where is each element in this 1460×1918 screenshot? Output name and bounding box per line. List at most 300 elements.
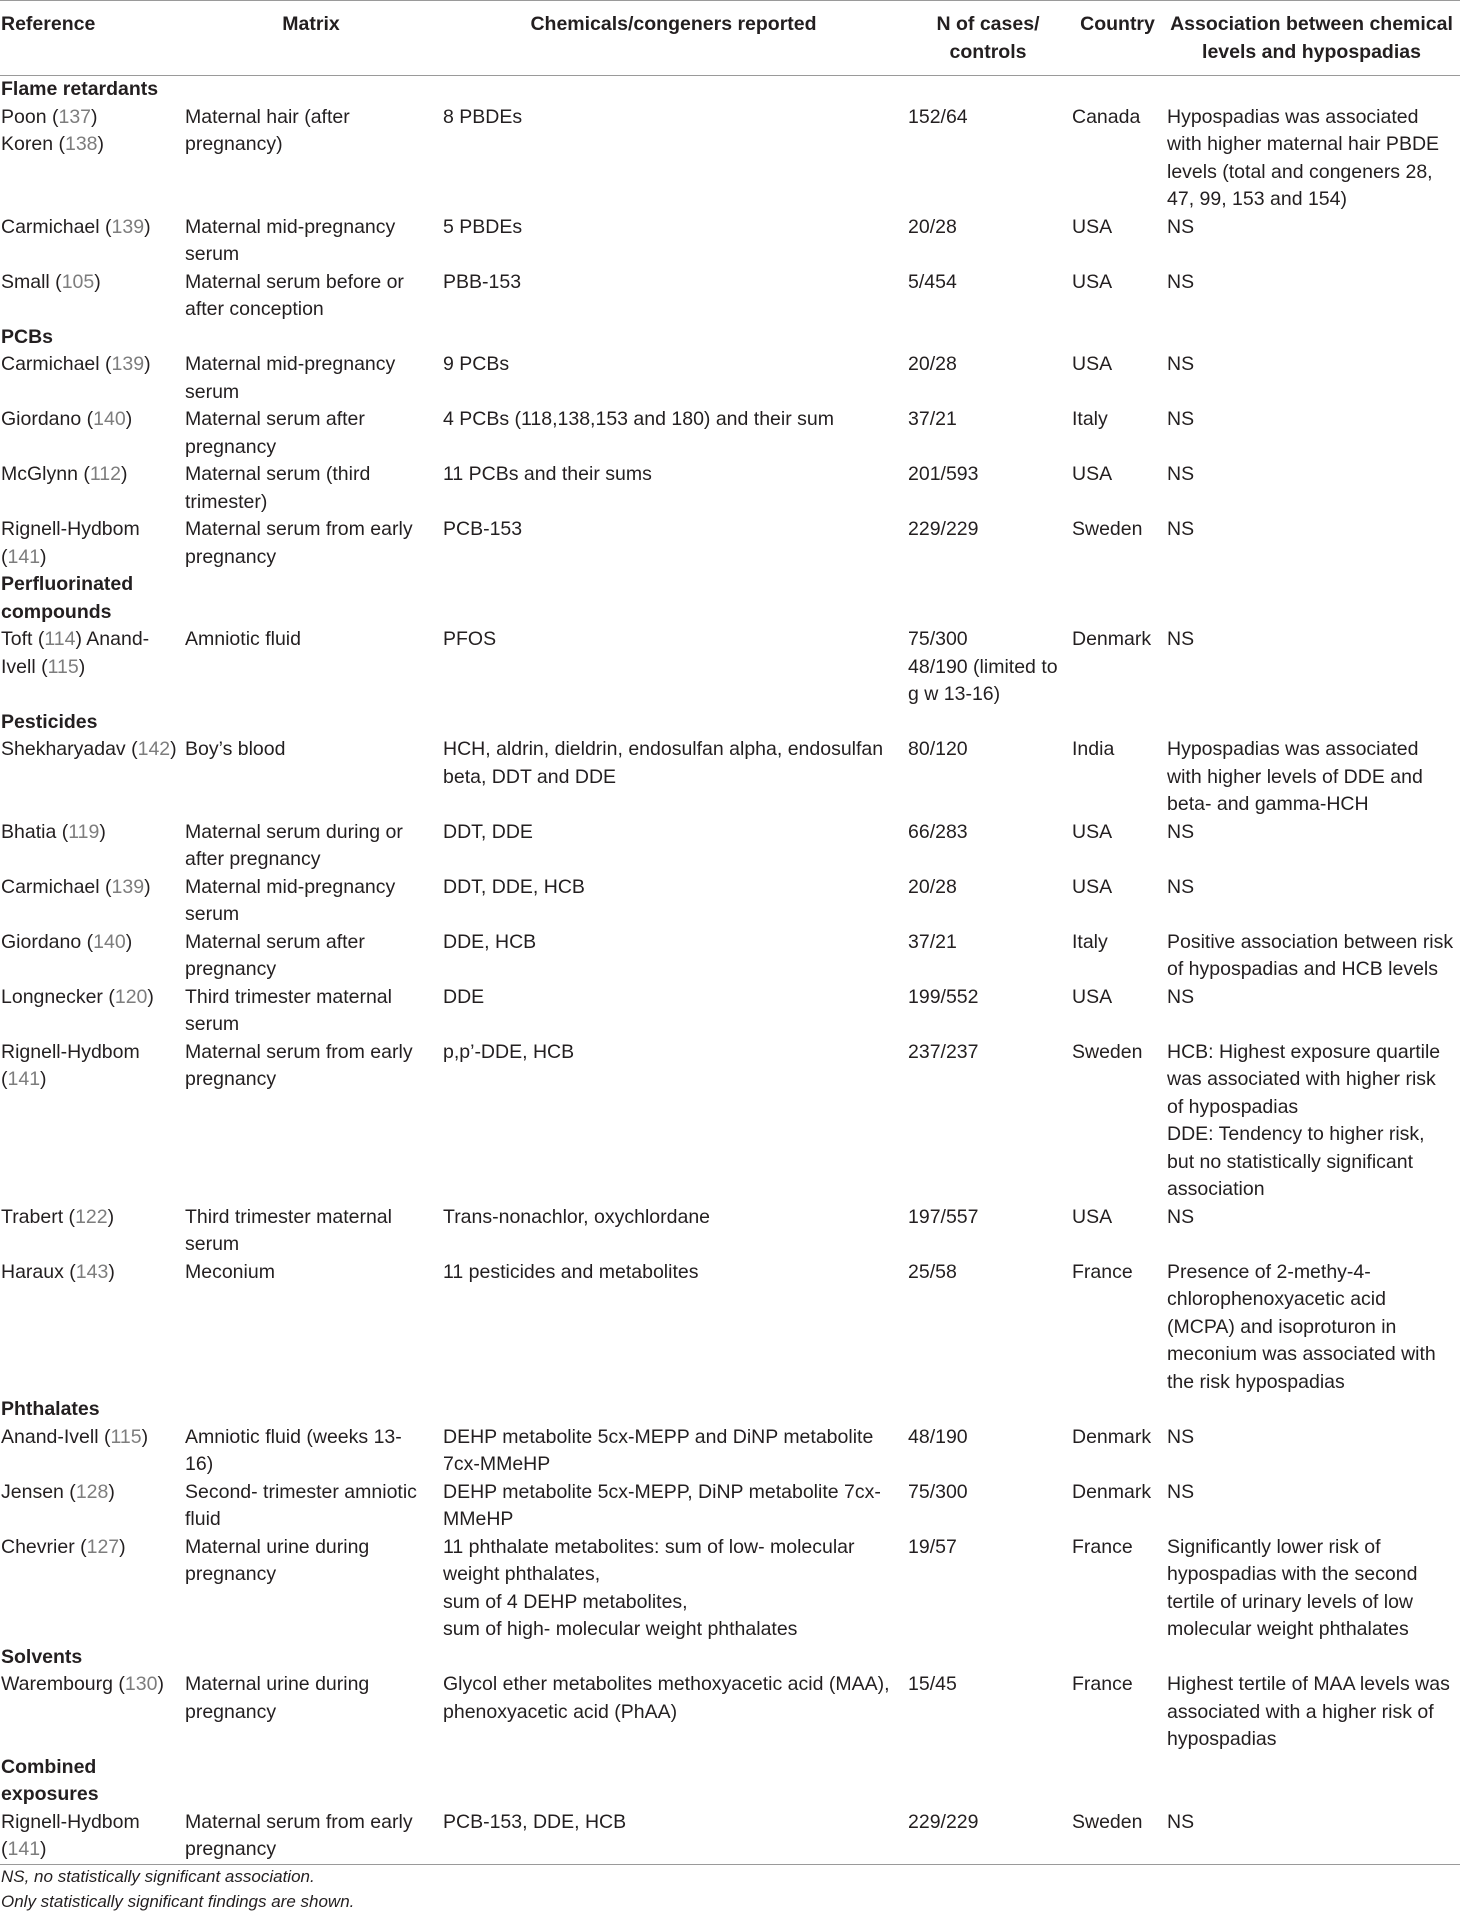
cell-country (1072, 351, 1167, 406)
reference-author: Chevrier (1, 1535, 75, 1558)
table-row (0, 214, 1460, 269)
association-text: NS (1167, 628, 1195, 650)
reference-author: McGlynn (1, 463, 78, 485)
table-row (0, 819, 1460, 874)
chemicals-text: 4 PCBs (118,138,153 and 180) and their sum (443, 408, 834, 430)
reference-author: Carmichael (1, 353, 100, 375)
table-row (0, 1671, 1460, 1754)
cell-matrix (183, 1809, 443, 1865)
association-text: Highest tertile of MAA levels was associated with a higher risk of hypospadias (1167, 1673, 1450, 1750)
table-row (0, 874, 1460, 929)
cell-reference: Carmichael (139) (1, 875, 151, 898)
reference-author: Bhatia (1, 820, 57, 843)
category-title: Solvents (1, 1645, 83, 1668)
matrix-text: Third trimester maternal serum (185, 1205, 392, 1255)
n-cases-controls-text: 48/190 (limited to g w 13-16) (908, 655, 1058, 705)
chemicals-text: PCB-153 (443, 518, 523, 540)
cell-n-cases-controls (908, 516, 1072, 571)
footnote-significant-only: Only statistically significant findings are shown. (1, 1892, 355, 1911)
association-text: DDE: Tendency to higher risk, but no statistically significant association (1167, 1123, 1425, 1200)
country-text: Denmark (1072, 628, 1152, 650)
reference-citation: 130 (124, 1673, 158, 1695)
reference-author: Small (1, 270, 50, 293)
cell-association (1167, 104, 1460, 214)
cell-n-cases-controls (908, 929, 1072, 984)
cell-country (1072, 461, 1167, 516)
cell-country (1072, 269, 1167, 324)
association-text: NS (1167, 1810, 1195, 1833)
cell-reference: Longnecker (120) (1, 985, 154, 1008)
cell-matrix (183, 984, 443, 1039)
cell-country (1072, 1809, 1167, 1865)
country-text: France (1072, 1260, 1133, 1283)
cell-reference: Chevrier (127) (1, 1535, 126, 1558)
cell-n-cases-controls (908, 104, 1072, 214)
cell-association (1167, 1039, 1460, 1204)
category-label (0, 709, 1460, 737)
cell-chemicals (443, 819, 908, 874)
cell-association (1167, 929, 1460, 984)
matrix-text: Maternal hair (after pregnancy) (185, 105, 350, 155)
matrix-text: Maternal urine during pregnancy (185, 1673, 370, 1723)
matrix-text: Meconium (185, 1260, 275, 1283)
category-title: Phthalates (1, 1398, 100, 1420)
reference-citation: 137 (58, 105, 92, 128)
cell-n-cases-controls (908, 406, 1072, 461)
cell-chemicals (443, 214, 908, 269)
country-text: USA (1072, 985, 1113, 1008)
n-cases-controls-text: 152/64 (908, 105, 968, 128)
reference-author: Trabert (1, 1205, 64, 1228)
n-cases-controls-text: 37/21 (908, 930, 957, 953)
country-text: Italy (1072, 930, 1108, 953)
association-text: Significantly lower risk of hypospadias with the second tertile of urinary levels of low molecular weight phthalates (1167, 1535, 1418, 1640)
chemicals-text: 8 PBDEs (443, 105, 523, 128)
matrix-text: Second- trimester amniotic fluid (185, 1480, 417, 1530)
country-text: USA (1072, 463, 1113, 485)
cell-association (1167, 1809, 1460, 1865)
chemicals-text: sum of high- molecular weight phthalates (443, 1618, 798, 1640)
n-cases-controls-text: 66/283 (908, 820, 968, 843)
table-row (0, 406, 1460, 461)
chemicals-text: Glycol ether metabolites methoxyacetic acid (MAA), phenoxyacetic acid (PhAA) (443, 1673, 890, 1723)
matrix-text: Amniotic fluid (185, 628, 301, 650)
reference-author: Rignell-Hydbom (1, 518, 140, 540)
table-row (0, 1039, 1460, 1204)
chemicals-text: DDT, DDE, HCB (443, 875, 585, 898)
country-text: USA (1072, 270, 1113, 293)
reference-author: Giordano (1, 930, 82, 953)
table-row (0, 626, 1460, 709)
cell-chemicals (443, 929, 908, 984)
cell-country (1072, 736, 1167, 819)
cell-country (1072, 214, 1167, 269)
cell-reference: Jensen (128) (1, 1480, 115, 1503)
header-association: Association between chemical levels and hypospadias (1170, 13, 1453, 63)
cell-chemicals (443, 736, 908, 819)
cell-n-cases-controls (908, 626, 1072, 709)
cell-matrix (183, 1479, 443, 1534)
association-text: HCB: Highest exposure quartile was associated with higher risk of hypospadias (1167, 1040, 1441, 1118)
association-text: NS (1167, 215, 1195, 238)
header-matrix: Matrix (282, 13, 340, 35)
n-cases-controls-text: 48/190 (908, 1425, 968, 1448)
reference-citation: 142 (137, 738, 171, 760)
cell-association (1167, 736, 1460, 819)
cell-matrix (183, 736, 443, 819)
matrix-text: Maternal mid-pregnancy serum (185, 215, 396, 265)
chemicals-text: 11 pesticides and metabolites (443, 1260, 699, 1283)
cell-matrix (183, 929, 443, 984)
cell-association (1167, 214, 1460, 269)
country-text: USA (1072, 215, 1113, 238)
country-text: France (1072, 1535, 1133, 1558)
table-row (0, 1479, 1460, 1534)
country-text: USA (1072, 1205, 1113, 1228)
chemicals-text: DEHP metabolite 5cx-MEPP and DiNP metabolite 7cx-MMeHP (443, 1425, 874, 1475)
reference-author: Longnecker (1, 985, 103, 1008)
category-title: PCBs (1, 325, 54, 348)
country-text: USA (1072, 353, 1113, 375)
category-label (0, 1754, 1460, 1809)
cell-association (1167, 874, 1460, 929)
n-cases-controls-text: 25/58 (908, 1260, 957, 1283)
matrix-text: Boy’s blood (185, 738, 286, 760)
cell-n-cases-controls (908, 1039, 1072, 1204)
cell-reference: Rignell-Hydbom (141) (1, 518, 140, 568)
table-row (0, 1204, 1460, 1259)
category-label (0, 571, 1460, 626)
chemicals-text: PBB-153 (443, 270, 522, 293)
cell-reference: Giordano (140) (1, 930, 133, 953)
reference-citation: 120 (114, 985, 148, 1008)
category-title: Pesticides (1, 710, 98, 733)
cell-chemicals (443, 1424, 908, 1479)
country-text: India (1072, 738, 1115, 760)
cell-country (1072, 819, 1167, 874)
association-text: Presence of 2-methy-4-chlorophenoxyacetic acid (MCPA) and isoproturon in meconium was associated with the risk hypospadias (1167, 1260, 1436, 1393)
cell-chemicals (443, 406, 908, 461)
cell-matrix (183, 406, 443, 461)
chemicals-text: p,p’-DDE, HCB (443, 1040, 575, 1063)
cell-reference: Giordano (140) (1, 408, 133, 430)
cell-country (1072, 516, 1167, 571)
n-cases-controls-text: 197/557 (908, 1205, 979, 1228)
table-row (0, 461, 1460, 516)
chemicals-text: 11 PCBs and their sums (443, 463, 652, 485)
cell-chemicals (443, 1534, 908, 1644)
reference-author: Giordano (1, 408, 82, 430)
matrix-text: Maternal mid-pregnancy serum (185, 353, 396, 403)
n-cases-controls-text: 199/552 (908, 985, 979, 1008)
cell-chemicals (443, 1259, 908, 1397)
cell-n-cases-controls (908, 984, 1072, 1039)
category-row (0, 571, 1460, 626)
reference-citation: 127 (86, 1535, 120, 1558)
category-title: Perfluorinated compounds (1, 573, 134, 623)
cell-association (1167, 1534, 1460, 1644)
cell-reference: Shekharyadav (142) (1, 738, 177, 760)
cell-matrix (183, 626, 443, 709)
cell-association (1167, 1259, 1460, 1397)
reference-author: Anand-Ivell (1, 1425, 99, 1448)
cell-association (1167, 819, 1460, 874)
association-text: NS (1167, 408, 1195, 430)
reference-author: Anand-Ivell (1, 628, 150, 678)
matrix-text: Maternal serum from early pregnancy (185, 1810, 413, 1860)
cell-reference: Haraux (143) (1, 1260, 115, 1283)
cell-country (1072, 1671, 1167, 1754)
header-reference: Reference (1, 13, 96, 35)
matrix-text: Maternal serum before or after conception (185, 270, 404, 320)
cell-country (1072, 104, 1167, 214)
reference-citation: 128 (75, 1480, 109, 1503)
n-cases-controls-text: 75/300 (908, 1480, 968, 1503)
cell-chemicals (443, 351, 908, 406)
association-text: NS (1167, 985, 1195, 1008)
country-text: Sweden (1072, 1810, 1143, 1833)
cell-chemicals (443, 874, 908, 929)
n-cases-controls-text: 37/21 (908, 408, 957, 430)
footnote-ns: NS, no statistically significant association. (1, 1867, 315, 1886)
n-cases-controls-text: 20/28 (908, 215, 957, 238)
country-text: Canada (1072, 105, 1141, 128)
cell-n-cases-controls (908, 1259, 1072, 1397)
category-label (0, 324, 1460, 352)
reference-citation: 143 (75, 1260, 109, 1283)
cell-n-cases-controls (908, 351, 1072, 406)
cell-matrix (183, 1424, 443, 1479)
cell-country (1072, 626, 1167, 709)
cell-country (1072, 1039, 1167, 1204)
association-text: NS (1167, 353, 1195, 375)
country-text: Italy (1072, 408, 1108, 430)
table-row (0, 1809, 1460, 1865)
cell-chemicals (443, 516, 908, 571)
table-row (0, 929, 1460, 984)
chemicals-text: DDE (443, 985, 485, 1008)
n-cases-controls-text: 75/300 (908, 628, 968, 650)
matrix-text: Maternal mid-pregnancy serum (185, 875, 396, 925)
cell-country (1072, 874, 1167, 929)
reference-citation: 122 (75, 1205, 108, 1228)
reference-author: Jensen (1, 1480, 64, 1503)
reference-citation: 139 (111, 215, 145, 238)
table-row (0, 984, 1460, 1039)
cell-association (1167, 1479, 1460, 1534)
reference-citation: 141 (7, 1068, 41, 1090)
cell-matrix (183, 269, 443, 324)
cell-matrix (183, 104, 443, 214)
n-cases-controls-text: 15/45 (908, 1673, 957, 1695)
reference-citation: 141 (7, 545, 41, 568)
n-cases-controls-text: 20/28 (908, 353, 957, 375)
table-row (0, 516, 1460, 571)
cell-country (1072, 406, 1167, 461)
cell-country (1072, 1424, 1167, 1479)
reference-author: Shekharyadav (1, 738, 126, 760)
country-text: USA (1072, 820, 1113, 843)
reference-author: Warembourg (1, 1673, 113, 1695)
cell-association (1167, 351, 1460, 406)
cell-matrix (183, 351, 443, 406)
association-text: NS (1167, 1425, 1195, 1448)
cell-association (1167, 984, 1460, 1039)
cell-reference: Toft (114) Anand-Ivell (115) (1, 628, 150, 678)
matrix-text: Maternal serum from early pregnancy (185, 1040, 413, 1090)
reference-citation: 141 (7, 1838, 41, 1860)
cell-reference: Poon (137) Koren (138) (1, 105, 105, 155)
cell-chemicals (443, 984, 908, 1039)
cell-chemicals (443, 1671, 908, 1754)
cell-reference: Small (105) (1, 270, 101, 293)
cell-matrix (183, 214, 443, 269)
cell-reference: Carmichael (139) (1, 353, 151, 375)
cell-reference: McGlynn (112) (1, 463, 128, 485)
cell-matrix (183, 819, 443, 874)
category-row (0, 76, 1460, 104)
category-row (0, 709, 1460, 737)
table-body (0, 76, 1460, 1865)
matrix-text: Amniotic fluid (weeks 13-16) (185, 1425, 402, 1475)
cell-n-cases-controls (908, 1671, 1072, 1754)
cell-country (1072, 984, 1167, 1039)
n-cases-controls-text: 201/593 (908, 463, 979, 485)
chemicals-text: PFOS (443, 628, 497, 650)
cell-n-cases-controls (908, 874, 1072, 929)
reference-author: Poon (1, 105, 47, 128)
cell-chemicals (443, 1039, 908, 1204)
header-n-cases-controls: N of cases/ controls (936, 13, 1040, 63)
reference-citation: 105 (61, 270, 95, 293)
cell-n-cases-controls (908, 819, 1072, 874)
cell-association (1167, 1424, 1460, 1479)
cell-reference: Rignell-Hydbom (141) (1, 1810, 140, 1860)
cell-reference: Bhatia (119) (1, 820, 106, 843)
chemicals-text: DEHP metabolite 5cx-MEPP, DiNP metabolite 7cx-MMeHP (443, 1480, 881, 1530)
country-text: France (1072, 1673, 1133, 1695)
matrix-text: Maternal serum during or after pregnancy (185, 820, 403, 870)
cell-n-cases-controls (908, 1479, 1072, 1534)
cell-chemicals (443, 461, 908, 516)
cell-reference: Warembourg (130) (1, 1673, 164, 1695)
country-text: Denmark (1072, 1480, 1152, 1503)
cell-n-cases-controls (908, 461, 1072, 516)
matrix-text: Third trimester maternal serum (185, 985, 392, 1035)
matrix-text: Maternal serum from early pregnancy (185, 518, 413, 568)
cell-chemicals (443, 626, 908, 709)
cell-country (1072, 1204, 1167, 1259)
chemicals-text: HCH, aldrin, dieldrin, endosulfan alpha, endosulfan beta, DDT and DDE (443, 738, 884, 788)
chemicals-text: 11 phthalate metabolites: sum of low- molecular weight phthalates, (443, 1535, 855, 1585)
cell-chemicals (443, 1809, 908, 1865)
cell-country (1072, 929, 1167, 984)
cell-chemicals (443, 1204, 908, 1259)
reference-citation: 139 (111, 353, 145, 375)
cell-association (1167, 1671, 1460, 1754)
reference-author: Koren (1, 133, 54, 155)
category-label (0, 1644, 1460, 1672)
category-label (0, 1396, 1460, 1424)
association-text: Hypospadias was associated with higher maternal hair PBDE levels (total and congeners 28, 47, 99, 153 and 154) (1167, 105, 1440, 210)
cell-reference: Trabert (122) (1, 1205, 115, 1228)
cell-reference: Carmichael (139) (1, 215, 151, 238)
header-country: Country (1080, 13, 1155, 35)
country-text: USA (1072, 875, 1113, 898)
cell-matrix (183, 516, 443, 571)
cell-matrix (183, 1259, 443, 1397)
n-cases-controls-text: 80/120 (908, 738, 968, 760)
chemicals-text: PCB-153, DDE, HCB (443, 1810, 627, 1833)
association-text: NS (1167, 820, 1195, 843)
cell-n-cases-controls (908, 1534, 1072, 1644)
cell-matrix (183, 874, 443, 929)
category-row (0, 1396, 1460, 1424)
cell-matrix (183, 1534, 443, 1644)
reference-citation: 138 (64, 133, 98, 155)
cell-n-cases-controls (908, 1809, 1072, 1865)
category-title: Combined exposures (1, 1755, 99, 1805)
header-row (0, 1, 1460, 76)
category-label (0, 76, 1460, 104)
cell-chemicals (443, 104, 908, 214)
cell-reference: Anand-Ivell (115) (1, 1425, 149, 1448)
n-cases-controls-text: 20/28 (908, 875, 957, 898)
reference-citation: 140 (93, 930, 126, 953)
table-row (0, 736, 1460, 819)
cell-country (1072, 1259, 1167, 1397)
association-text: NS (1167, 270, 1195, 293)
country-text: Denmark (1072, 1425, 1152, 1448)
cell-matrix (183, 1039, 443, 1204)
n-cases-controls-text: 19/57 (908, 1535, 957, 1558)
cell-reference: Rignell-Hydbom (141) (1, 1040, 140, 1090)
association-text: NS (1167, 875, 1195, 898)
matrix-text: Maternal serum (third trimester) (185, 463, 371, 513)
matrix-text: Maternal urine during pregnancy (185, 1535, 370, 1585)
category-row (0, 324, 1460, 352)
table-row (0, 351, 1460, 406)
cell-association (1167, 269, 1460, 324)
table-row (0, 1534, 1460, 1644)
category-title: Flame retardants (1, 78, 159, 100)
cell-n-cases-controls (908, 214, 1072, 269)
matrix-text: Maternal serum after pregnancy (185, 930, 365, 980)
association-text: NS (1167, 518, 1195, 540)
reference-author: Haraux (1, 1260, 64, 1283)
association-text: NS (1167, 1480, 1195, 1503)
cell-association (1167, 461, 1460, 516)
reference-citation: 140 (93, 408, 126, 430)
table-header (0, 1, 1460, 76)
cell-matrix (183, 1671, 443, 1754)
table-row (0, 269, 1460, 324)
n-cases-controls-text: 5/454 (908, 270, 957, 293)
chemicals-text: DDE, HCB (443, 930, 537, 953)
cell-association (1167, 406, 1460, 461)
reference-citation: 112 (89, 463, 121, 485)
cell-n-cases-controls (908, 269, 1072, 324)
association-text: NS (1167, 463, 1195, 485)
chemicals-text: Trans-nonachlor, oxychlordane (443, 1205, 711, 1228)
cell-n-cases-controls (908, 736, 1072, 819)
category-row (0, 1644, 1460, 1672)
cell-association (1167, 516, 1460, 571)
reference-author: Carmichael (1, 215, 100, 238)
association-text: Positive association between risk of hypospadias and HCB levels (1167, 930, 1454, 980)
cell-association (1167, 1204, 1460, 1259)
reference-author: Toft (1, 628, 33, 650)
